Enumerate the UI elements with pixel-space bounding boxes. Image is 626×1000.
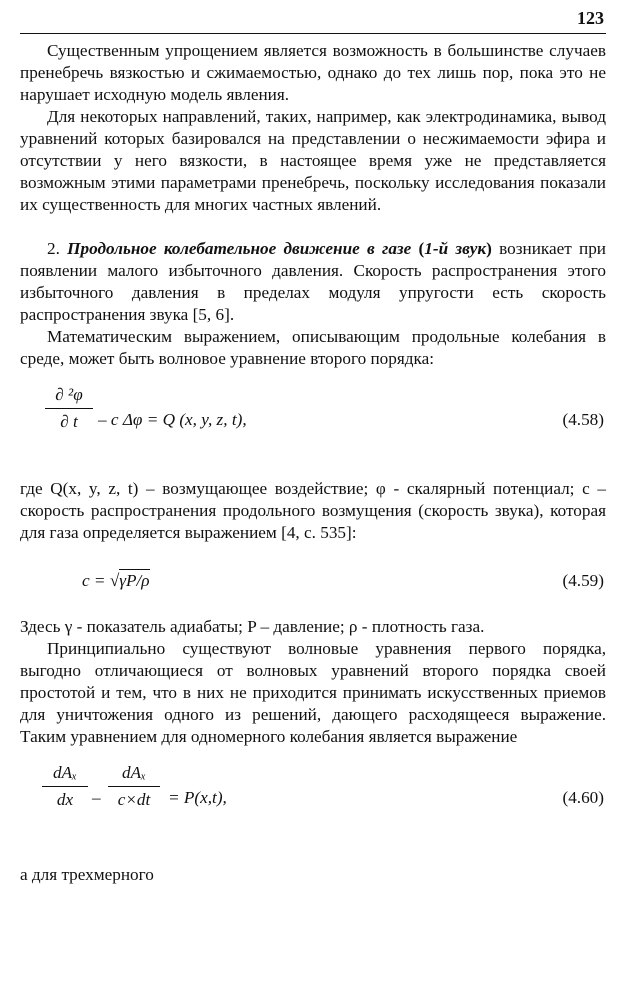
eq460-denominator-2: c×dt (117, 790, 151, 809)
eq459-expression (82, 570, 150, 592)
paragraph-6: Здесь γ - показатель адиабаты; P – давление; ρ - плотность газа. (20, 617, 485, 636)
sqrt-icon: √ (109, 571, 120, 590)
paragraph-5: где Q(x, y, z, t) – возмущающее воздействие; φ - скалярный потенциал; c – скорость распространения продольного возмущения (скорость звука), которая для газа определяется выражением [4, с. 535]: (20, 479, 606, 542)
eq460-denominator-1: dx (56, 790, 74, 809)
section-2-paragraph (20, 238, 606, 326)
eq458-rest: – c Δφ = Q (x, y, z, t), (98, 410, 247, 429)
paragraph-7: Принципиально существуют волновые уравнения первого порядка, выгодно отличающиеся от волновых уравнений второго порядка своей простотой и тем, что в них не приходится принимать искусственных приемов для уничтожения одного из решений, дающего расходящееся выражение. Таким уравнением для одномерного колебания является выражение (20, 639, 606, 746)
eq458-label: (4.58) (562, 410, 604, 429)
eq458-numerator: ∂ ²φ (55, 385, 83, 404)
eq460-numerator-1: dAₓ (53, 763, 77, 782)
paragraph-1: Существенным упрощением является возможность в большинстве случаев пренебречь вязкостью и сжимаемостью, однако до тех лишь пор, пока это не нарушает исходную модель явления. (20, 41, 606, 104)
section-paren-open: ( (418, 239, 425, 258)
eq459-radicand: γP/ρ (119, 571, 150, 590)
eq460-fraction-bar-2 (108, 786, 160, 787)
eq459-label: (4.59) (562, 571, 604, 590)
equation-4-59 (20, 556, 606, 606)
equation-4-60 (20, 762, 606, 844)
header-rule (20, 33, 606, 34)
eq459-lhs: c = (82, 571, 110, 590)
eq460-fraction-1 (42, 762, 88, 811)
paragraph-2: Для некоторых направлений, таких, например, как электродинамика, вывод уравнений которых базировался на представлении о несжимаемости эфира и отсутствии у него вязкости, в настоящее время уже не представляется возможным этими параметрами пренебречь, поскольку исследования показали их существенность для многих частных явлений. (20, 107, 606, 214)
eq460-label: (4.60) (562, 788, 604, 807)
eq460-fraction-bar-1 (42, 786, 88, 787)
eq460-minus: – (92, 788, 101, 807)
eq458-fraction-bar (45, 408, 93, 409)
section-paren-content: 1-й звук (424, 239, 487, 258)
section-paren-close: ) (486, 239, 492, 258)
section-number: 2. (47, 239, 60, 258)
eq460-numerator-2: dAₓ (122, 763, 146, 782)
eq460-rest: = P(x,t), (168, 788, 227, 807)
section-title: Продольное колебательное движение в газе (67, 239, 412, 258)
eq460-fraction-2 (108, 762, 160, 811)
eq459-sqrt (110, 570, 150, 592)
equation-4-58 (20, 384, 606, 464)
section-2-text: возникает при появлении малого избыточного давления. Скорость распространения этого избыточного давления в пределах модуля упругости есть скорость распространения звука [5, 6]. (20, 239, 606, 324)
paragraph-8: а для трехмерного (20, 865, 154, 884)
eq458-denominator: ∂ t (60, 412, 78, 431)
paragraph-4: Математическим выражением, описывающим продольные колебания в среде, может быть волновое уравнение второго порядка: (20, 327, 606, 368)
page-content (20, 40, 606, 886)
page-number: 123 (577, 8, 604, 28)
eq458-fraction (45, 384, 93, 433)
